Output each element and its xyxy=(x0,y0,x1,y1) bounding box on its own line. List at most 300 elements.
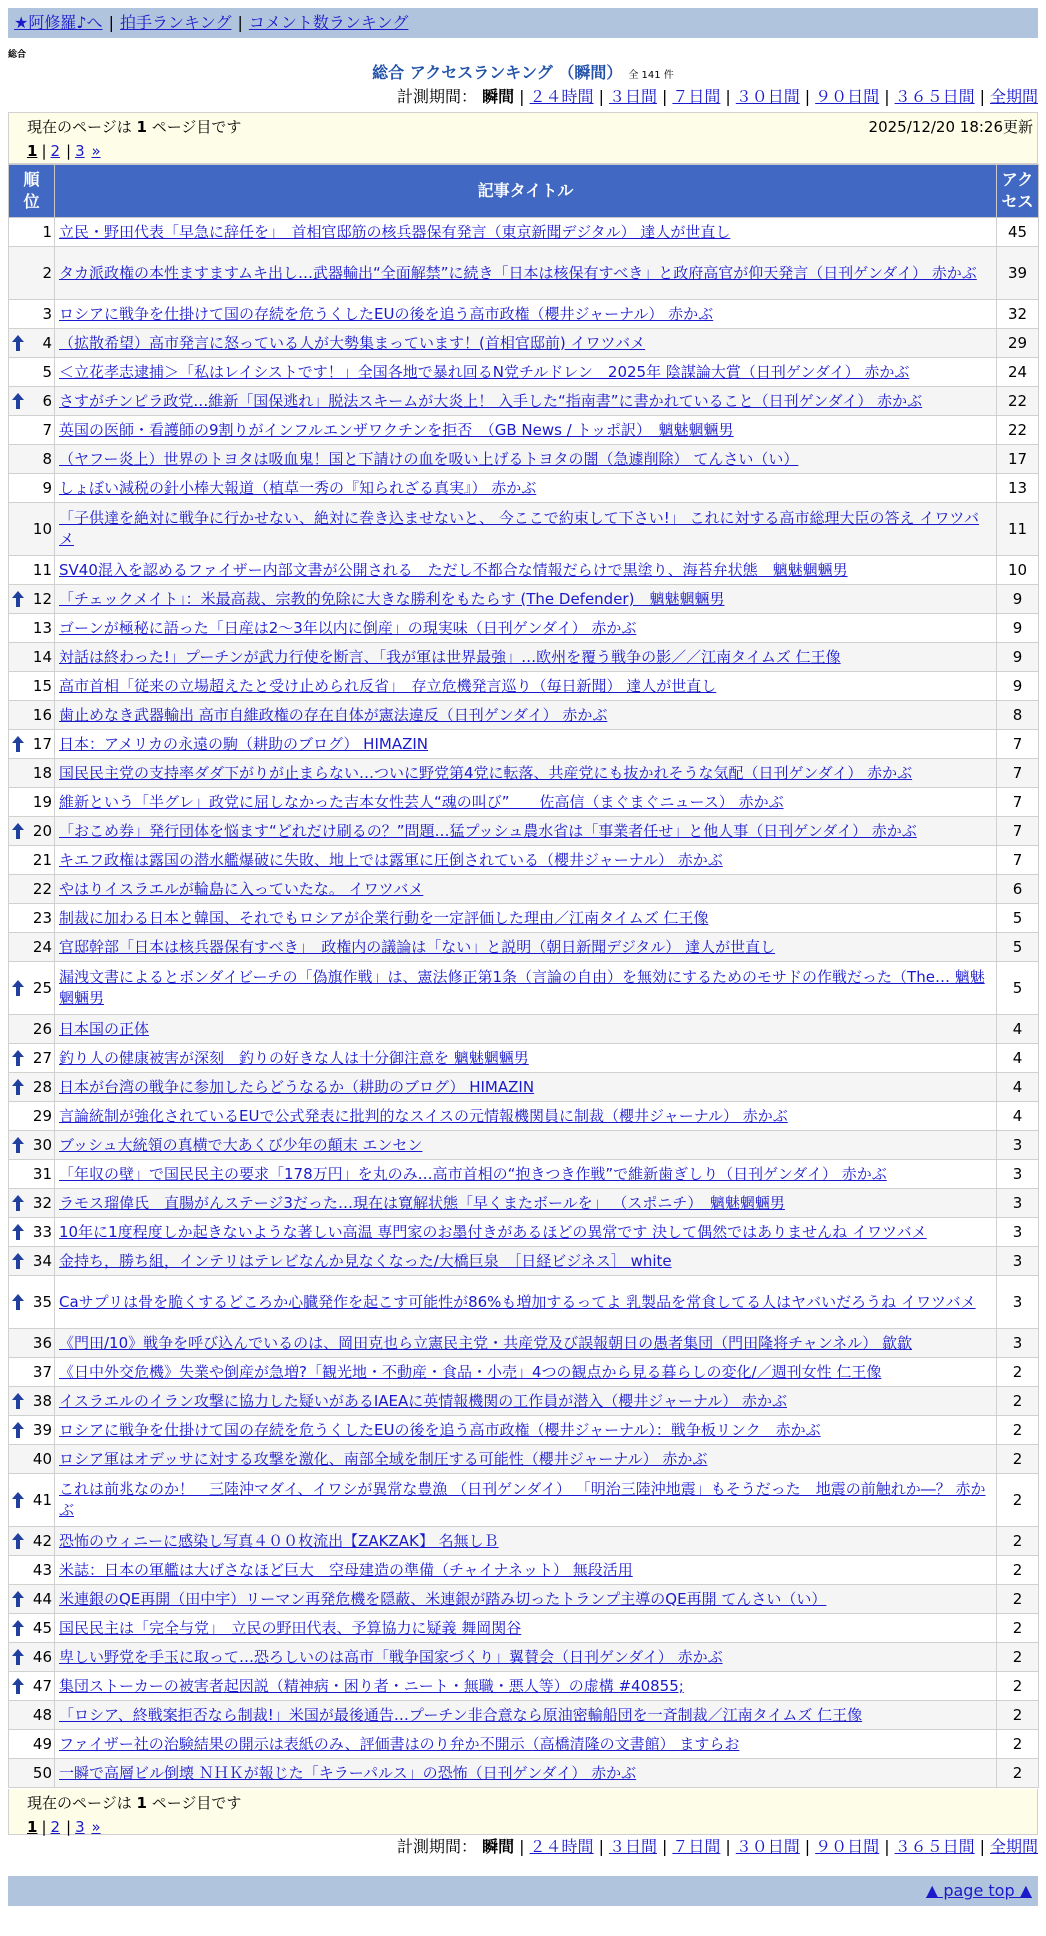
pagination-separator: | xyxy=(66,142,72,160)
pagination-separator: | xyxy=(41,142,47,160)
rank-number: 18 xyxy=(32,763,52,782)
table-row xyxy=(9,1759,1039,1788)
rank-number: 20 xyxy=(32,821,52,840)
title-cell xyxy=(55,585,997,614)
period-option-7[interactable]: 全期間 xyxy=(989,87,1038,106)
article-link[interactable]: 維新という「半グレ」政党に屈しなかった吉本女性芸人“魂の叫び” 佐高信（まぐまぐニュース） 赤かぶ xyxy=(59,792,784,811)
table-row xyxy=(9,1102,1039,1131)
article-link[interactable]: 「年収の壁」で国民民主の要求「178万円」を丸のみ…高市首相の“抱きつき作戦”で維新歯ぎしり（日刊ゲンダイ） 赤かぶ xyxy=(59,1164,887,1183)
rank-number: 12 xyxy=(32,589,52,608)
table-row xyxy=(9,962,1039,1015)
current-page-text: 現在のページは 1 ページ目です xyxy=(27,118,242,136)
table-row xyxy=(9,1387,1039,1416)
table-row xyxy=(9,585,1039,614)
table-row xyxy=(9,933,1039,962)
rank-number: 45 xyxy=(32,1618,52,1637)
table-row xyxy=(9,759,1039,788)
table-row xyxy=(9,1556,1039,1585)
page-info-top xyxy=(8,112,1038,164)
article-link[interactable]: 対話は終わった!」プーチンが武力行使を断言、「我が軍は世界最強」…欧州を覆う戦争の影／／江南タイムズ 仁王像 xyxy=(59,647,841,666)
article-link[interactable]: 高市首相「従来の立場超えたと受け止められ反省」 存立危機発言巡り（毎日新聞） 達人が世直し xyxy=(59,676,717,695)
article-link[interactable]: タカ派政権の本性ますますムキ出し…武器輸出“全面解禁”に続き「日本は核保有すべき」と政府高官が仰天発言（日刊ゲンダイ） 赤かぶ xyxy=(59,263,977,282)
table-row xyxy=(9,1276,1039,1329)
table-row xyxy=(9,247,1039,300)
article-link[interactable]: 日本が台湾の戦争に参加したらどうなるか（耕助のブログ） HIMAZIN xyxy=(59,1077,535,1096)
period-separator: | xyxy=(598,87,604,106)
rank-cell xyxy=(9,445,55,474)
article-link[interactable]: 「ロシア、終戦案拒否なら制裁!」米国が最後通告…プーチン非合意なら原油密輸船団を一斉制裁／江南タイムズ 仁王像 xyxy=(59,1705,863,1724)
article-link[interactable]: 立民・野田代表「早急に辞任を」 首相官邸筋の核兵器保有発言（東京新聞デジタル） 達人が世直し xyxy=(59,222,731,241)
rank-cell xyxy=(9,503,55,556)
page-top-link[interactable]: ▲ page top ▲ xyxy=(925,1881,1032,1900)
rank-number: 9 xyxy=(42,478,52,497)
nav-separator: | xyxy=(108,13,114,32)
article-link[interactable]: イスラエルのイラン攻撃に協力した疑いがあるIAEAに英情報機関の工作員が潜入（櫻井ジャーナル） 赤かぶ xyxy=(59,1391,787,1410)
rank-number: 39 xyxy=(32,1420,52,1439)
rank-number: 48 xyxy=(32,1705,52,1724)
rank-number: 41 xyxy=(32,1490,52,1509)
article-link[interactable]: 一瞬で高層ビル倒壊 ＮＨＫが報じた「キラーパルス」の恐怖（日刊ゲンダイ） 赤かぶ xyxy=(59,1763,637,1782)
table-header-row xyxy=(9,165,1039,218)
article-link[interactable]: これは前兆なのか！ 三陸沖マダイ、イワシが異常な豊漁 （日刊ゲンダイ） 「明治三陸沖地震」もそうだった 地震の前触れか―？ 赤かぶ xyxy=(59,1480,986,1519)
title-cell xyxy=(55,1445,997,1474)
access-count: 2 xyxy=(997,1527,1039,1556)
current-page-text: 現在のページは 1 ページ目です xyxy=(27,1794,242,1812)
title-cell xyxy=(55,416,997,445)
period-current: 瞬間 xyxy=(482,1837,515,1856)
rank-cell xyxy=(9,1759,55,1788)
title-cell xyxy=(55,1276,997,1329)
rank-up-arrow-icon xyxy=(12,1393,24,1409)
rank-up-arrow-icon xyxy=(12,1079,24,1095)
period-option-2[interactable]: ３日間 xyxy=(608,1837,657,1856)
period-option-1[interactable]: ２４時間 xyxy=(529,87,594,106)
article-link[interactable]: ロシア軍はオデッサに対する攻撃を激化、南部全域を制圧する可能性（櫻井ジャーナル） 赤かぶ xyxy=(59,1449,708,1468)
access-count: 5 xyxy=(997,933,1039,962)
pagination-page-3[interactable]: 3 xyxy=(75,142,85,160)
rank-number: 21 xyxy=(32,850,52,869)
period-separator: | xyxy=(519,87,525,106)
rank-up-arrow-icon xyxy=(12,1294,24,1310)
title-cell xyxy=(55,1131,997,1160)
rank-cell xyxy=(9,247,55,300)
period-separator: | xyxy=(661,1837,668,1856)
table-row xyxy=(9,1701,1039,1730)
title-cell xyxy=(55,329,997,358)
title-cell xyxy=(55,788,997,817)
period-option-6[interactable]: ３６５日間 xyxy=(894,1837,975,1856)
rank-cell xyxy=(9,585,55,614)
article-link[interactable]: 《日中外交危機》失業や倒産が急増?「観光地・不動産・食品・小売」4つの観点から見る暮らしの変化/／週刊女性 仁王像 xyxy=(59,1362,882,1381)
title-cell xyxy=(55,672,997,701)
access-count: 2 xyxy=(997,1585,1039,1614)
article-link[interactable]: 日本国の正体 xyxy=(59,1019,150,1038)
rank-number: 40 xyxy=(32,1449,52,1468)
period-separator: | xyxy=(979,1837,985,1856)
rank-number: 16 xyxy=(32,705,52,724)
rank-cell xyxy=(9,1189,55,1218)
table-row xyxy=(9,817,1039,846)
table-row xyxy=(9,846,1039,875)
title-cell xyxy=(55,1189,997,1218)
article-link[interactable]: ＜立花孝志逮捕＞「私はレイシストです！」全国各地で暴れ回るN党チルドレン 2025年 陰謀論大賞（日刊ゲンダイ） 赤かぶ xyxy=(59,362,910,381)
rank-cell xyxy=(9,701,55,730)
article-link[interactable]: 国民民主は「完全与党」 立民の野田代表、予算協力に疑義 舞岡関谷 xyxy=(59,1618,522,1637)
rank-up-arrow-icon xyxy=(12,1678,24,1694)
period-separator: | xyxy=(979,87,985,106)
rank-number: 3 xyxy=(42,304,52,323)
article-link[interactable]: さすがチンピラ政党…維新「国保逃れ」脱法スキームが大炎上！ 入手した“指南書”に書かれていること（日刊ゲンダイ） 赤かぶ xyxy=(59,391,923,410)
article-link[interactable]: ファイザー社の治験結果の開示は表紙のみ、評価書はのり弁か不開示（高橋清隆の文書館） ますらお xyxy=(59,1734,740,1753)
rank-number: 34 xyxy=(32,1251,52,1270)
table-row xyxy=(9,556,1039,585)
title-cell xyxy=(55,445,997,474)
rank-number: 33 xyxy=(32,1222,52,1241)
article-link[interactable]: 歯止めなき武器輸出 高市自維政権の存在自体が憲法違反（日刊ゲンダイ） 赤かぶ xyxy=(59,705,608,724)
rank-number: 14 xyxy=(32,647,52,666)
period-option-3[interactable]: ７日間 xyxy=(672,87,721,106)
rank-number: 28 xyxy=(32,1077,52,1096)
table-row xyxy=(9,1614,1039,1643)
title-cell xyxy=(55,1247,997,1276)
access-count: 5 xyxy=(997,904,1039,933)
rank-number: 25 xyxy=(32,978,52,997)
table-row xyxy=(9,1131,1039,1160)
table-row xyxy=(9,701,1039,730)
article-link[interactable]: 官邸幹部「日本は核兵器保有すべき」 政権内の議論は「ない」と説明（朝日新聞デジタル） 達人が世直し xyxy=(59,937,776,956)
rank-cell xyxy=(9,300,55,329)
title-cell xyxy=(55,846,997,875)
title-cell xyxy=(55,1218,997,1247)
rank-cell xyxy=(9,672,55,701)
pagination-separator: | xyxy=(41,1818,47,1836)
period-label: 計測期間： xyxy=(397,87,478,106)
rank-cell xyxy=(9,1387,55,1416)
rank-cell xyxy=(9,1358,55,1387)
article-link[interactable]: やはりイスラエルが輪島に入っていたな。 イワツバメ xyxy=(59,879,424,898)
table-row xyxy=(9,1730,1039,1759)
article-link[interactable]: 米誌：日本の軍艦は大げさなほど巨大 空母建造の準備（チャイナネット） 無段活用 xyxy=(59,1560,633,1579)
pagination-page-»[interactable]: » xyxy=(91,142,101,160)
rank-cell xyxy=(9,1015,55,1044)
period-separator: | xyxy=(804,1837,811,1856)
article-link[interactable]: 英国の医師・看護師の9割りがインフルエンザワクチンを拒否 （GB News / トッポ訳） 魑魅魍魎男 xyxy=(59,420,734,439)
article-link[interactable]: 「チェックメイト」：米最高裁、宗教的免除に大きな勝利をもたらす (The Defender) 魑魅魍魎男 xyxy=(59,589,725,608)
article-link[interactable]: 集団ストーカーの被害者起因説（精神病・困り者・ニート・無職・悪人等）の虚構 #40855; xyxy=(59,1676,684,1695)
pagination-page-»[interactable]: » xyxy=(91,1818,101,1836)
article-link[interactable]: ブッシュ大統領の真横で大あくび少年の顛末 エンセン xyxy=(59,1135,423,1154)
title-cell xyxy=(55,556,997,585)
access-count: 10 xyxy=(997,556,1039,585)
rank-cell xyxy=(9,643,55,672)
table-row xyxy=(9,1218,1039,1247)
article-link[interactable]: 釣り人の健康被害が深刻 釣りの好きな人は十分御注意を 魑魅魍魎男 xyxy=(59,1048,529,1067)
title-cell xyxy=(55,1073,997,1102)
access-count: 22 xyxy=(997,416,1039,445)
period-option-4[interactable]: ３０日間 xyxy=(735,1837,800,1856)
rank-number: 26 xyxy=(32,1019,52,1038)
access-count: 9 xyxy=(997,614,1039,643)
rank-cell xyxy=(9,614,55,643)
title-cell xyxy=(55,1556,997,1585)
rank-number: 37 xyxy=(32,1362,52,1381)
updated-timestamp: 2025/12/20 18:26更新 xyxy=(868,118,1033,136)
rank-number: 2 xyxy=(42,263,52,282)
article-link[interactable]: 金持ち，勝ち組，インテリはテレビなんか見なくなった/大橋巨泉 ［日経ビジネス］ white xyxy=(59,1251,672,1270)
title-cell xyxy=(55,1614,997,1643)
period-option-5[interactable]: ９０日間 xyxy=(815,1837,880,1856)
rank-number: 29 xyxy=(32,1106,52,1125)
rank-up-arrow-icon xyxy=(12,1533,24,1549)
rank-number: 15 xyxy=(32,676,52,695)
title-cell xyxy=(55,300,997,329)
rank-header: 順 位 xyxy=(9,165,55,218)
access-count: 3 xyxy=(997,1276,1039,1329)
table-row xyxy=(9,474,1039,503)
rank-up-arrow-icon xyxy=(12,980,24,996)
access-count: 32 xyxy=(997,300,1039,329)
title-cell xyxy=(55,1527,997,1556)
article-link[interactable]: （拡散希望）高市発言に怒っている人が大勢集まっています！(首相官邸前) イワツバメ xyxy=(59,333,646,352)
access-count: 9 xyxy=(997,672,1039,701)
rank-cell xyxy=(9,474,55,503)
rank-up-arrow-icon xyxy=(12,1620,24,1636)
article-link[interactable]: 10年に1度程度しか起きないような著しい高温 専門家のお墨付きがあるほどの異常です 決して偶然ではありませんね イワツバメ xyxy=(59,1222,927,1241)
access-count: 6 xyxy=(997,875,1039,904)
article-link[interactable]: （ヤフー炎上）世界のトヨタは吸血鬼！国と下請けの血を吸い上げるトヨタの闇（急遽削除） てんさい（い） xyxy=(59,449,799,468)
title-cell xyxy=(55,643,997,672)
rank-up-arrow-icon xyxy=(12,1224,24,1240)
article-link[interactable]: 卑しい野党を手玉に取って…恐ろしいのは高市「戦争国家づくり」翼賛会（日刊ゲンダイ） 赤かぶ xyxy=(59,1647,723,1666)
rank-number: 11 xyxy=(32,560,52,579)
rank-up-arrow-icon xyxy=(12,1137,24,1153)
table-row xyxy=(9,329,1039,358)
title-cell xyxy=(55,247,997,300)
rank-up-arrow-icon xyxy=(12,823,24,839)
rank-cell xyxy=(9,1474,55,1527)
access-count: 7 xyxy=(997,730,1039,759)
access-header: アク セス xyxy=(997,165,1039,218)
table-row xyxy=(9,1044,1039,1073)
table-row xyxy=(9,1358,1039,1387)
period-separator: | xyxy=(884,87,890,106)
pagination-page-2[interactable]: 2 xyxy=(50,1818,61,1836)
title-cell xyxy=(55,474,997,503)
rank-cell xyxy=(9,1445,55,1474)
rank-number: 7 xyxy=(42,420,52,439)
title-cell xyxy=(55,904,997,933)
article-link[interactable]: ロシアに戦争を仕掛けて国の存続を危うくしたEUの後を追う高市政権（櫻井ジャーナル） 赤かぶ xyxy=(59,304,714,323)
period-option-2[interactable]: ３日間 xyxy=(608,87,657,106)
table-row xyxy=(9,1527,1039,1556)
table-row xyxy=(9,904,1039,933)
access-count: 2 xyxy=(997,1730,1039,1759)
rank-cell xyxy=(9,329,55,358)
title-cell xyxy=(55,730,997,759)
rank-cell xyxy=(9,904,55,933)
title-cell xyxy=(55,387,997,416)
title-cell xyxy=(55,1730,997,1759)
article-link[interactable]: 「おこめ券」発行団体を悩ます“どれだけ刷るの？”問題…猛プッシュ農水省は「事業者任せ」と他人事（日刊ゲンダイ） 赤かぶ xyxy=(59,821,917,840)
rank-cell xyxy=(9,1614,55,1643)
access-count: 2 xyxy=(997,1643,1039,1672)
nav-separator: | xyxy=(237,13,243,32)
page-info-bottom xyxy=(8,1789,1038,1835)
article-link[interactable]: 米連銀のQE再開（田中宇）リーマン再発危機を隠蔽、米連銀が踏み切ったトランプ主導のQE再開 てんさい（い） xyxy=(59,1589,827,1608)
table-row xyxy=(9,300,1039,329)
access-count: 24 xyxy=(997,358,1039,387)
rank-cell xyxy=(9,1329,55,1358)
title-cell xyxy=(55,933,997,962)
rank-number: 31 xyxy=(32,1164,52,1183)
table-row xyxy=(9,875,1039,904)
access-count: 9 xyxy=(997,643,1039,672)
rank-cell xyxy=(9,962,55,1015)
table-row xyxy=(9,1643,1039,1672)
rank-number: 30 xyxy=(32,1135,52,1154)
access-count: 2 xyxy=(997,1672,1039,1701)
pagination-current: 1 xyxy=(27,1818,38,1836)
top-navigation-bar xyxy=(8,8,1038,38)
title-cell xyxy=(55,1672,997,1701)
access-count: 45 xyxy=(997,218,1039,247)
article-link[interactable]: Caサプリは骨を脆くするどころか心臓発作を起こす可能性が86%も増加するってよ 乳製品を常食してる人はヤバいだろうね イワツバメ xyxy=(59,1292,976,1311)
rank-number: 23 xyxy=(32,908,52,927)
rank-up-arrow-icon xyxy=(12,1492,24,1508)
access-count: 3 xyxy=(997,1189,1039,1218)
rank-number: 35 xyxy=(32,1292,52,1311)
rank-cell xyxy=(9,1672,55,1701)
clap-ranking-link[interactable]: 拍手ランキング xyxy=(119,13,232,32)
rank-up-arrow-icon xyxy=(12,1253,24,1269)
access-count: 2 xyxy=(997,1614,1039,1643)
access-count: 3 xyxy=(997,1131,1039,1160)
rank-number: 43 xyxy=(32,1560,52,1579)
title-cell xyxy=(55,218,997,247)
rank-up-arrow-icon xyxy=(12,1591,24,1607)
article-link[interactable]: SV40混入を認めるファイザー内部文書が公開される ただし不都合な情報だらけで黒塗り、海苔弁状態 魑魅魍魎男 xyxy=(59,560,848,579)
title-cell xyxy=(55,614,997,643)
period-separator: | xyxy=(661,87,668,106)
comment-ranking-link[interactable]: コメント数ランキング xyxy=(248,13,409,32)
period-separator: | xyxy=(519,1837,525,1856)
access-count: 17 xyxy=(997,445,1039,474)
period-separator: | xyxy=(804,87,811,106)
access-count: 9 xyxy=(997,585,1039,614)
title-cell xyxy=(55,358,997,387)
rank-cell xyxy=(9,933,55,962)
rank-cell xyxy=(9,1730,55,1759)
table-row xyxy=(9,643,1039,672)
period-option-1[interactable]: ２４時間 xyxy=(529,1837,594,1856)
article-link[interactable]: 恐怖のウィニーに感染し写真４００枚流出【ZAKZAK】 名無しＢ xyxy=(59,1531,499,1550)
title-cell xyxy=(55,1643,997,1672)
table-row xyxy=(9,503,1039,556)
rank-number: 6 xyxy=(42,391,52,410)
article-link[interactable]: ロシアに戦争を仕掛けて国の存続を危うくしたEUの後を追う高市政権（櫻井ジャーナル）：戦争板リンク 赤かぶ xyxy=(59,1420,821,1439)
rank-up-arrow-icon xyxy=(12,1422,24,1438)
period-option-4[interactable]: ３０日間 xyxy=(735,87,800,106)
rank-cell xyxy=(9,1527,55,1556)
article-link[interactable]: 国民民主党の支持率ダダ下がりが止まらない…ついに野党第4党に転落、共産党にも抜かれそうな気配（日刊ゲンダイ） 赤かぶ xyxy=(59,763,913,782)
rank-up-arrow-icon xyxy=(12,1195,24,1211)
rank-cell xyxy=(9,1160,55,1189)
rank-cell xyxy=(9,416,55,445)
rank-cell xyxy=(9,1585,55,1614)
rank-number: 46 xyxy=(32,1647,52,1666)
title-cell xyxy=(55,701,997,730)
pagination-page-3[interactable]: 3 xyxy=(75,1818,85,1836)
rank-number: 17 xyxy=(32,734,52,753)
rank-up-arrow-icon xyxy=(12,1649,24,1665)
rank-cell xyxy=(9,1218,55,1247)
pagination-page-2[interactable]: 2 xyxy=(50,142,61,160)
rank-up-arrow-icon xyxy=(12,591,24,607)
rank-cell xyxy=(9,1073,55,1102)
rank-cell xyxy=(9,730,55,759)
ranking-table xyxy=(8,164,1039,1788)
article-link[interactable]: しょぼい減税の針小棒大報道（植草一秀の『知られざる真実』） 赤かぶ xyxy=(59,478,537,497)
article-link[interactable]: 「子供達を絶対に戦争に行かせない、絶対に巻き込ませないと、 今ここで約束して下さい!」 これに対する高市総理大臣の答え イワツバメ xyxy=(59,509,980,548)
rank-number: 10 xyxy=(32,519,52,538)
rank-cell xyxy=(9,788,55,817)
rank-cell xyxy=(9,1416,55,1445)
period-option-5[interactable]: ９０日間 xyxy=(815,87,880,106)
access-count: 2 xyxy=(997,1358,1039,1387)
title-cell xyxy=(55,1358,997,1387)
access-count: 22 xyxy=(997,387,1039,416)
home-link[interactable]: ★阿修羅♪へ xyxy=(14,13,103,32)
rank-cell xyxy=(9,846,55,875)
article-link[interactable]: キエフ政権は露国の潜水艦爆破に失敗、地上では露軍に圧倒されている（櫻井ジャーナル） 赤かぶ xyxy=(59,850,723,869)
access-count: 11 xyxy=(997,503,1039,556)
rank-cell xyxy=(9,1276,55,1329)
rank-cell xyxy=(9,817,55,846)
article-link[interactable]: 漏洩文書によるとボンダイビーチの「偽旗作戦」は、憲法修正第1条（言論の自由）を無効にするためのモサドの作戦だった（The… 魑魅魍魎男 xyxy=(59,968,985,1007)
article-link[interactable]: ラモス瑠偉氏 直腸がんステージ3だった…現在は寛解状態「早くまたボールを」 （スポニチ） 魑魅魍魎男 xyxy=(59,1193,785,1212)
table-row xyxy=(9,1015,1039,1044)
title-cell xyxy=(55,962,997,1015)
pagination-current: 1 xyxy=(27,142,38,160)
period-option-6[interactable]: ３６５日間 xyxy=(894,87,975,106)
article-link[interactable]: 言論統制が強化されているEUで公式発表に批判的なスイスの元情報機関員に制裁（櫻井ジャーナル） 赤かぶ xyxy=(59,1106,788,1125)
rank-cell xyxy=(9,875,55,904)
article-link[interactable]: 《門田/10》戦争を呼び込んでいるのは、岡田克也ら立憲民主党・共産党及び誤報朝日の愚者集団（門田隆将チャンネル） 歙歙 xyxy=(59,1333,913,1352)
title-cell xyxy=(55,759,997,788)
access-count: 5 xyxy=(997,962,1039,1015)
rank-number: 44 xyxy=(32,1589,52,1608)
period-option-7[interactable]: 全期間 xyxy=(989,1837,1038,1856)
title-cell xyxy=(55,1044,997,1073)
table-row xyxy=(9,1189,1039,1218)
table-row xyxy=(9,1474,1039,1527)
period-label: 計測期間： xyxy=(397,1837,478,1856)
article-link[interactable]: ゴーンが極秘に語った「日産は2～3年以内に倒産」の現実味（日刊ゲンダイ） 赤かぶ xyxy=(59,618,637,637)
access-count: 4 xyxy=(997,1102,1039,1131)
article-link[interactable]: 制裁に加わる日本と韓国、それでもロシアが企業行動を一定評価した理由／江南タイムズ 仁王像 xyxy=(59,908,709,927)
rank-number: 13 xyxy=(32,618,52,637)
period-option-3[interactable]: ７日間 xyxy=(672,1837,721,1856)
table-row xyxy=(9,445,1039,474)
rank-number: 1 xyxy=(42,222,52,241)
title-cell xyxy=(55,1759,997,1788)
article-link[interactable]: 日本：アメリカの永遠の駒（耕助のブログ） HIMAZIN xyxy=(59,734,428,753)
rank-cell xyxy=(9,218,55,247)
rank-number: 42 xyxy=(32,1531,52,1550)
access-count: 7 xyxy=(997,846,1039,875)
rank-number: 5 xyxy=(42,362,52,381)
rank-number: 47 xyxy=(32,1676,52,1695)
